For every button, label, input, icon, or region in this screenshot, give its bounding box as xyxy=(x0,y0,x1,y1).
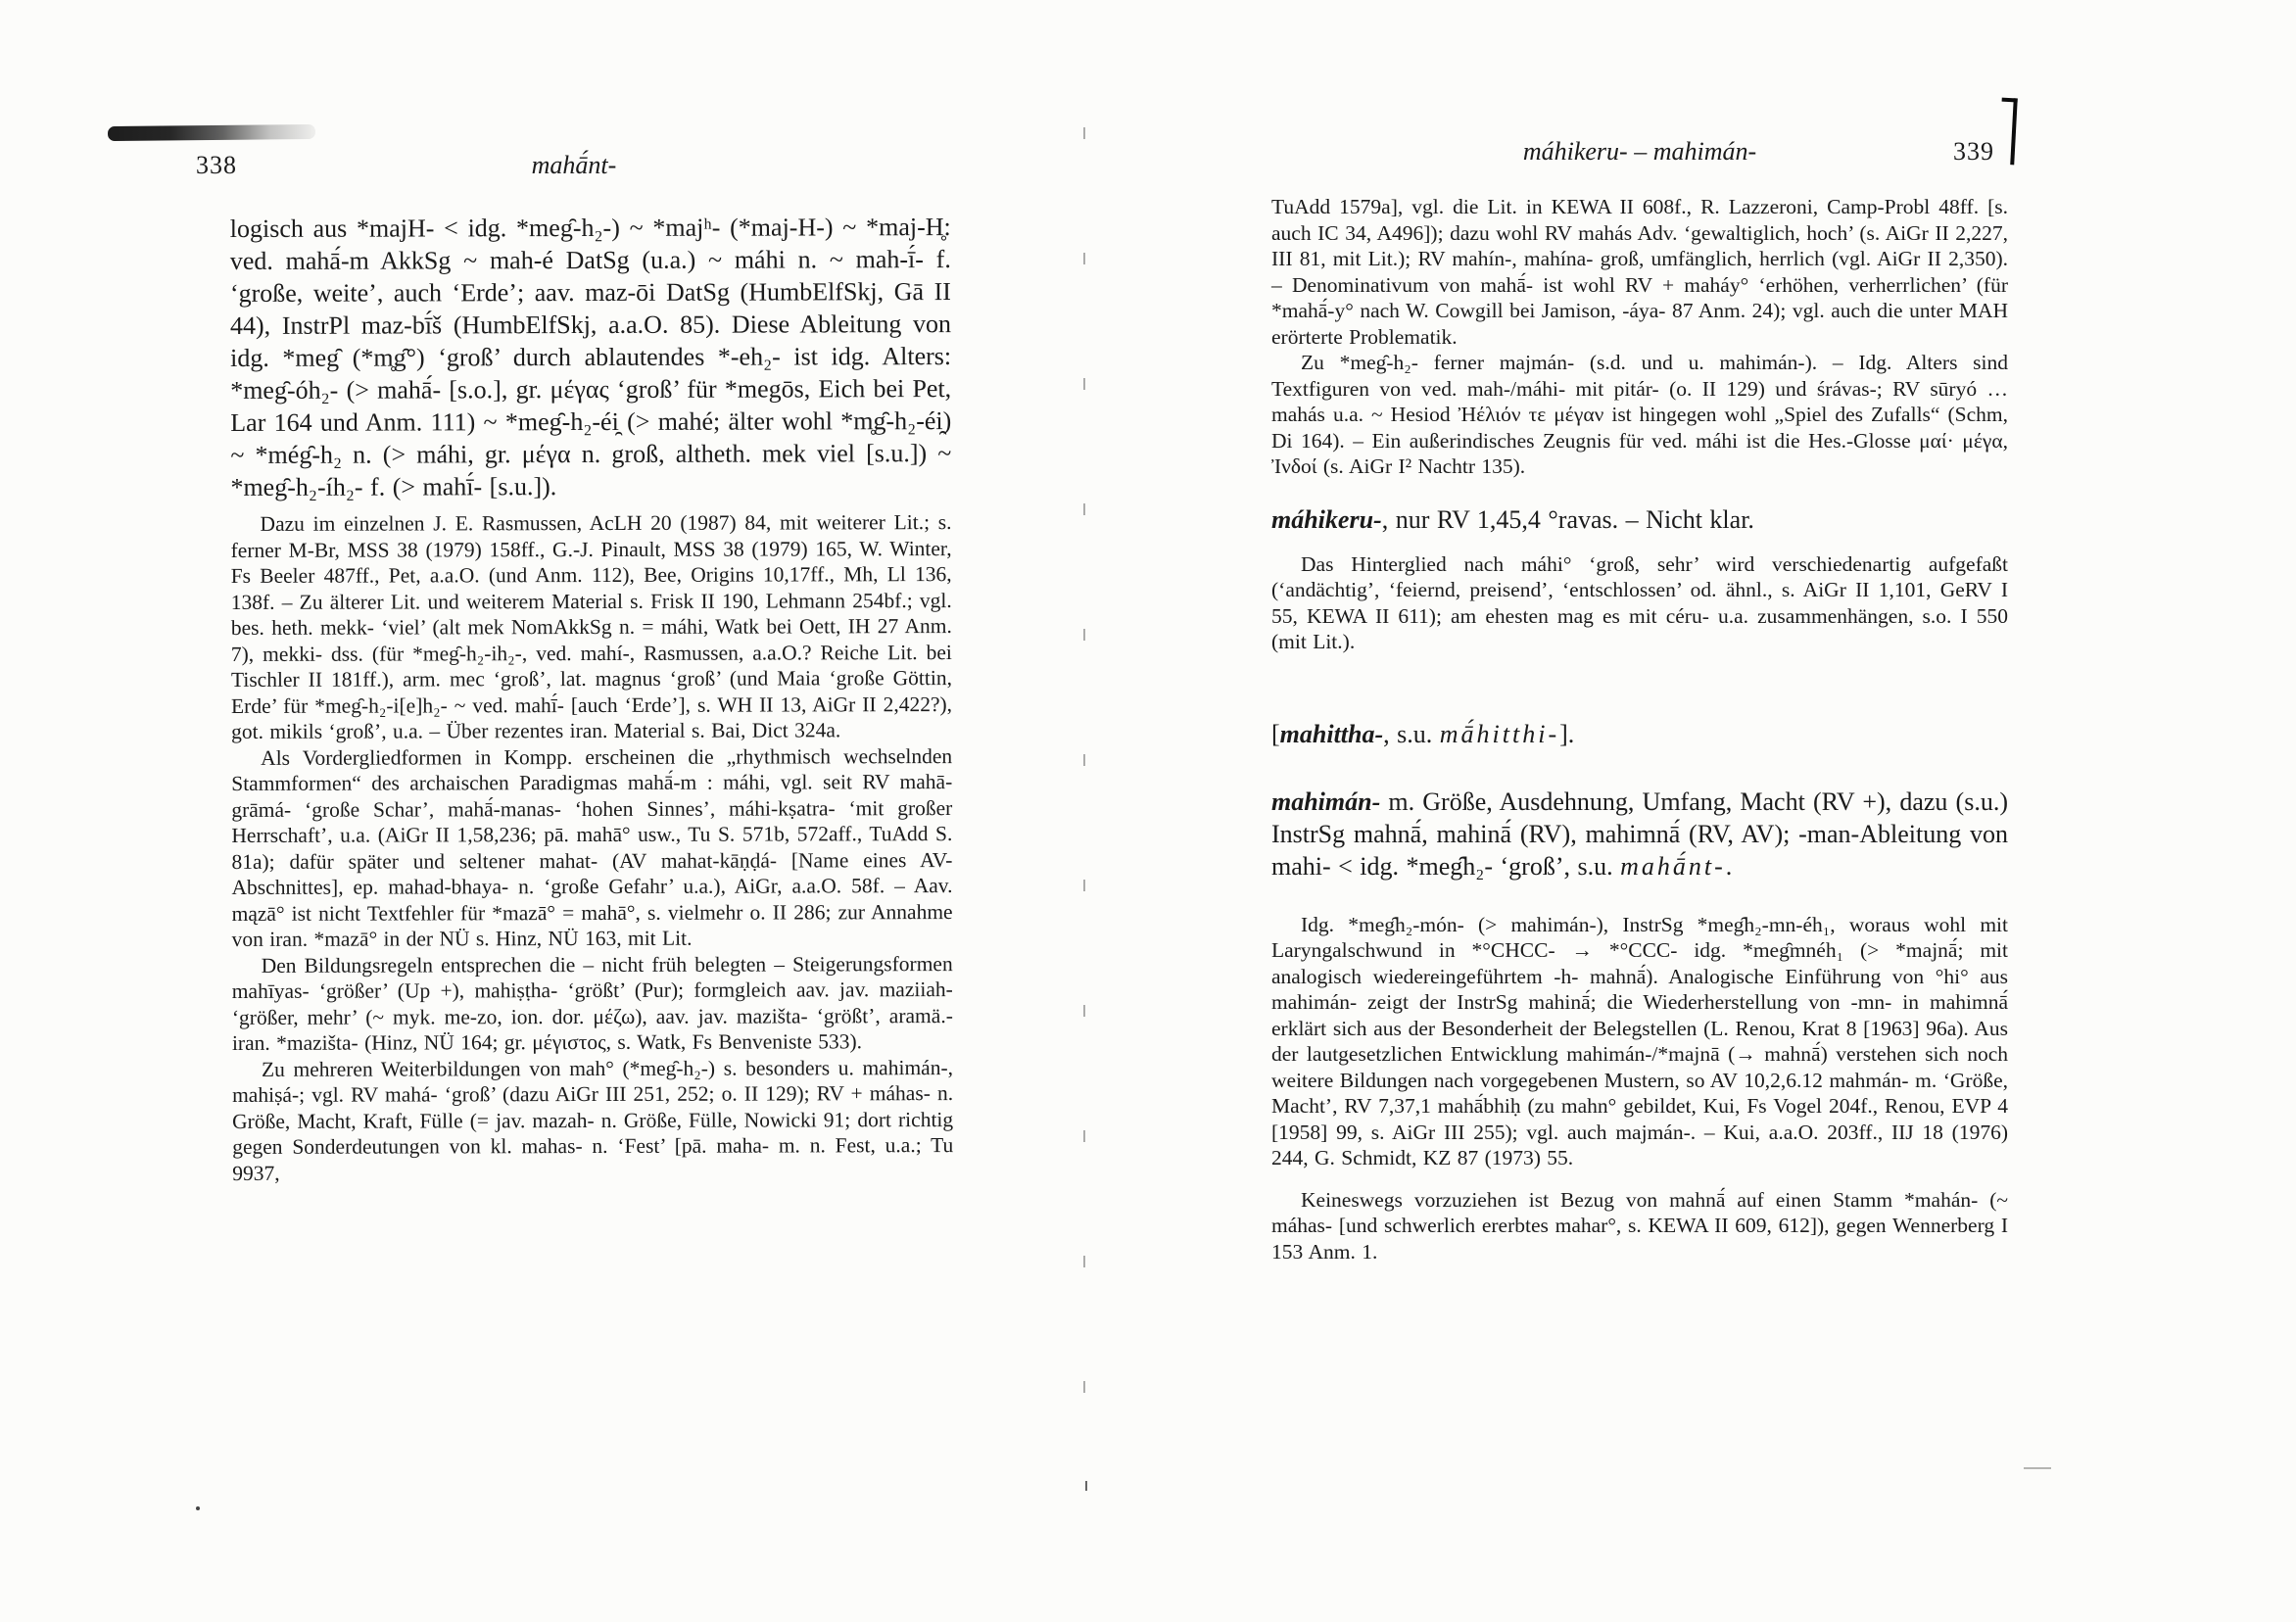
entry-mahiman xyxy=(1271,786,2008,883)
left-page-number: 338 xyxy=(196,151,237,179)
scan-speck-dash xyxy=(2024,1467,2051,1469)
cross-reference: mā́hitthi- xyxy=(1439,719,1560,748)
right-running-head: máhikeru- – mahimán- xyxy=(1522,137,1757,166)
scan-speck-tick xyxy=(1085,1481,1087,1491)
entry-lead-text: , s.u. xyxy=(1383,719,1440,748)
right-text-column xyxy=(1271,194,2008,1264)
left-text-column xyxy=(230,211,954,1186)
right-page-header xyxy=(1271,137,2008,167)
commentary-paragraph: Den Bildungsregeln entsprechen die – nicht früh belegten – Steigerungsformen mahīyas- ‘größer’ (Up +), mahiṣṭha- ‘größt’ (Pur); formgleich aav. jav. maziiah- ‘größer, mehr’ (~ myk. me-zo, ion. dor. μέζω), aav. jav. mazišta- ‘größt’, aramä.-iran. *mazišta- (Hinz, NÜ 164; gr. μέγιστος, s. Watk, Fs Benveniste 533). xyxy=(231,951,953,1055)
entry-bracket: [ xyxy=(1271,719,1280,748)
entry-lead-text: , nur RV 1,45,4 °ravas. – Nicht klar. xyxy=(1381,504,1754,534)
right-page-number: 339 xyxy=(1953,137,1994,166)
commentary-paragraph: Zu *meg̑-h₂- ferner majmán- (s.d. und u. mahimán-). – Idg. Alters sind Textfiguren von ved. mah-/máhi- mit pitár- (o. II 129) und śrávas-; RV sūryó … mahás u.a. ~ Hesiod Ἠέλιόν τε μέγαν ist hingegen wohl „Spiel des Zufalls“ (Schm, Di 164). – Ein außerindisches Zeugnis für ved. máhi ist die Hes.-Glosse μαί· μέγα, Ἰνδοί (s. AiGr I² Nachtr 135). xyxy=(1271,351,2008,478)
commentary-paragraph: Das Hinterglied nach máhi° ‘groß, sehr’ wird verschiedenartig aufgefaßt (‘andächtig’, ‘feiernd, preisend’, ‘entschlossen’ od. ähnl., s. AiGr II 1,101, GeRV I 55, KEWA II 611); am ehesten mag es mit céru- u.a. zusammenhängen, s.o. I 550 (mit Lit.). xyxy=(1271,551,2008,653)
center-fold-line xyxy=(1083,127,1085,1489)
entry-headword: máhikeru- xyxy=(1271,504,1382,534)
entry-headword: mahittha- xyxy=(1279,719,1384,748)
entry-bracket-close: ]. xyxy=(1559,719,1575,748)
left-page-header xyxy=(196,151,952,180)
left-running-head: mahā́nt- xyxy=(531,151,617,179)
entry-lead-text: m. Größe, Ausdehnung, Umfang, Macht (RV +), dazu (s.u.) InstrSg mahnā́, mahinā́ (RV), mahimnā́ (RV, AV); -man-Ableitung von mahi- < idg. *meg̑h₂- ‘groß’, s.u. xyxy=(1271,787,2008,881)
entry-continuation-paragraph: logisch aus *majH- < idg. *meg̑-h₂-) ~ *majʰ- (*maj-H-) ~ *maj-H̥: ved. mahā́-m AkkSg ~ mah-é DatSg (u.a.) ~ máhi n. ~ mah-ī́- f. ‘große, weite’, auch ‘Erde’; aav. maz-ōi DatSg (HumbElfSkj, Gā II 44), InstrPl maz-bī́š (HumbElfSkj, a.a.O. 85). Diese Ableitung von idg. *meg̑ (*m̥g̑°) ‘groß’ durch ablautendes *-eh₂- ist idg. Alters: *meg̑-óh₂- (> mahā́- [s.o.], gr. μέγας ‘groß’ für *megōs, Eich bei Pet, Lar 164 und Anm. 111) ~ *meg̑-h₂-éi̯ (> mahé; älter wohl *m̥g̑-h₂-éi̯) ~ *még̑-h₂ n. (> máhi, gr. μέγα n. groß, altheth. mek viel [s.u.]) ~ *meg̑-h₂-íh₂- f. (> mahī́- [s.u.]). xyxy=(229,213,952,501)
scan-speck-dot xyxy=(196,1506,200,1510)
entry-period: . xyxy=(1725,851,1733,881)
cross-reference: mahā́nt- xyxy=(1620,851,1726,881)
entry-mahittha xyxy=(1271,718,2008,750)
commentary-paragraph: Als Vordergliedformen in Kompp. erscheinen die „rhythmisch wechselnden Stammformen“ des archaischen Paradigmas mahā́-m : máhi, vgl. seit RV mahā-grāmá- ‘große Schar’, mahā́-manas- ‘hohen Sinnes’, máhi-kṣatra- ‘mit großer Herrschaft’, u.a. (AiGr II 1,58,236; pā. mahā° usw., Tu S. 571b, 572aff., TuAdd S. 81a); dafür später und seltener mahat- (AV mahat-kāṇḍá- [Name eines AV-Abschnittes], ep. mahad-bhaya- n. ‘große Gefahr’ u.a.), AiGr, a.a.O. 58f. – Aav. mązā° ist nicht Textfehler für *mazā° = mahā°, s. vielmehr o. II 286; zur Annahme von iran. *mazā° in der NÜ s. Hinz, NÜ 163, mit Lit. xyxy=(231,743,953,951)
entry-mahikeru xyxy=(1271,503,2008,536)
commentary-paragraph: Dazu im einzelnen J. E. Rasmussen, AcLH 20 (1987) 84, mit weiterer Lit.; s. ferner M-Br, MSS 38 (1979) 158ff., G.-J. Pinault, MSS 38 (1979) 165, W. Winter, Fs Beeler 487ff., Pet, a.a.O. (und Anm. 112), Bee, Origins 10,17ff., Mh, Ll 136, 138f. – Zu älterer Lit. und weiterem Material s. Frisk II 190, Lehmann 254bf.; vgl. bes. heth. mekk- ‘viel’ (alt mek NomAkkSg n. = máhi, Watk bei Oett, IH 27 Anm. 7), mekki- dss. (für *meg̑-h₂-ih₂-, ved. mahí-, Rasmussen, a.a.O.? Reiche Lit. bei Tischler II 181ff.), arm. mec ‘groß’, lat. magnus ‘groß’ (und Maia ‘große Göttin, Erde’ für *meg̑-h₂-i[e]h₂- ~ ved. mahī́- [auch ‘Erde’], s. WH II 13, AiGr II 2,422?), got. mikils ‘groß’, u.a. – Über rezentes iran. Material s. Bai, Dict 324a. xyxy=(230,510,953,743)
commentary-paragraph: Zu mehreren Weiterbildungen von mah° (*meg̑-h₂-) s. besonders u. mahimán-, mahiṣá-; vgl. RV mahá- ‘groß’ (dazu AiGr III 251, 252; o. II 129); RV + máhas- n. Größe, Macht, Kraft, Fülle (= jav. mazah- n. Größe, Fülle, Nowicki 91; dort richtig gegen Sonderdeutungen von kl. mahas- n. ‘Fest’ [pā. maha- m. n. Fest, u.a.; Tu 9937, xyxy=(232,1055,954,1185)
entry-headword: mahimán- xyxy=(1271,787,1381,816)
commentary-paragraph: Idg. *meg̑h₂-món- (> mahimán-), InstrSg *meg̑h₂-mn-éh₁, woraus wohl mit Laryngalschwund in *°CHCC- → *°CCC- idg. *meg̑mnéh₁ (> *majnā́; mit analogisch wiedereingeführtem -h- mahnā́). Analogische Einführung von °hi° aus mahimán- zeigt der InstrSg mahinā́; die Wiederherstellung von -mn- in mahimnā́ erklärt sich aus der Besonderheit der Belegstellen (L. Renou, Krat 8 [1963] 96a). Aus der lautgesetzlichen Entwicklung mahimán-/*majnā (→ mahnā́) verstehen sich noch weitere Bildungen nach vorgegebenen Mustern, so AV 10,2,6.12 mahmán- m. ‘Größe, Macht’, RV 7,37,1 mahā́bhiḥ (zu mahn° gebildet, Kui, Fs Vogel 204f., Renou, EVP 4 [1958] 99, s. AiGr III 255); vgl. auch majmán-. – Kui, a.a.O. 203ff., IIJ 18 (1976) 244, G. Schmidt, KZ 87 (1973) 55. xyxy=(1271,912,2008,1169)
commentary-continuation-paragraph: TuAdd 1579a], vgl. die Lit. in KEWA II 608f., R. Lazzeroni, Camp-Probl 48ff. [s. auch IC 34, A496]); dazu wohl RV mahás Adv. ‘gewaltiglich, hoch’ (s. AiGr II 2,227, III 81, mit Lit.); RV mahín-, mahína- groß, umfänglich, herrlich (vgl. AiGr II 2,350). – Denominativum von mahā́- ist wohl RV + maháy° ‘erhöhen, verherrlichen’ (für *mahā́-y° nach W. Cowgill bei Jamison, -áya- 87 Anm. 24); vgl. auch die unter MAH erörterte Problematik. xyxy=(1271,195,2008,349)
ink-smudge-artifact xyxy=(108,124,315,141)
commentary-paragraph: Keineswegs vorzuziehen ist Bezug von mahnā́ auf einen Stamm *mahán- (~ máhas- [und schwerlich ererbtes mahar°, s. KEWA II 609, 612]), gegen Wennerberg I 153 Anm. 1. xyxy=(1271,1187,2008,1264)
